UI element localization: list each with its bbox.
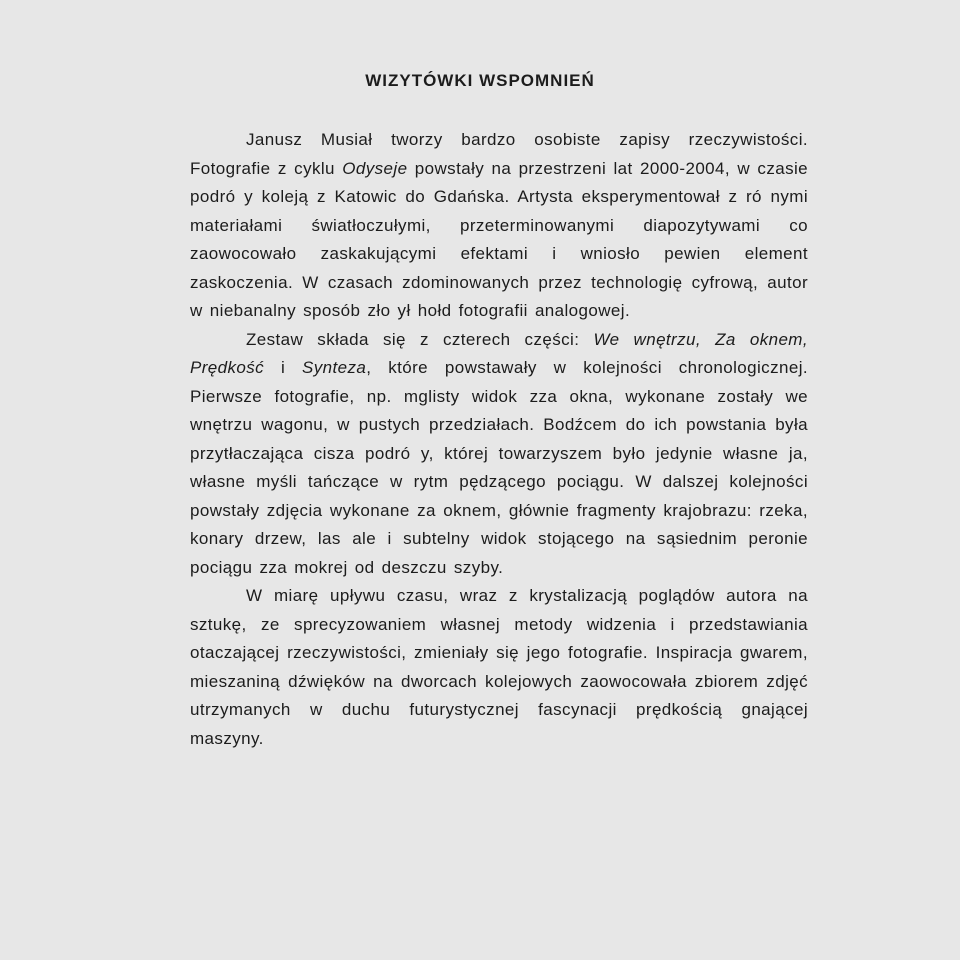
paragraph-2-segment: i [264,358,303,377]
paragraph-2-italic-segment: Synteza [302,358,367,377]
paragraph-2-italic-segment: We wnętrzu, Za oknem, Prędkość [190,329,808,377]
paragraph-2 [190,326,808,583]
paragraph-1-segment: Janusz Musiał tworzy bardzo osobiste zapisy rzeczywistości. Fotografie z cyklu [190,130,808,178]
body-text [190,126,808,753]
paragraph-1-segment: powstały na przestrzeni lat 2000-2004, w czasie podró y koleją z Katowic do Gdańska. Artysta eksperymentował z ró nymi materiałami światłoczułymi, przeterminowanymi diapozytywami co zaowocowało zaskakującymi efektami i wniosło pewien element zaskoczenia. W czasach zdominowanych przez technologię cyfrową, autor w niebanalny sposób zło ył hołd fotografii analogowej. [190,158,809,320]
page-title: WIZYTÓWKI WSPOMNIEŃ [365,71,595,90]
paragraph-2-segment: Zestaw składa się z czterech części: [246,329,594,349]
paragraph-3-segment: W miarę upływu czasu, wraz z krystalizacją poglądów autora na sztukę, ze sprecyzowaniem własnej metody widzenia i przedstawiania otaczającej rzeczywistości, zmieniały się jego fotografie. Inspiracja gwarem, mieszaniną dźwięków na dworcach kolejowych zaowocowała zbiorem zdjęć utrzymanych w duchu futurystycznej fascynacji prędkością gnającej maszyny. [190,586,808,748]
paragraph-1 [190,126,808,326]
paragraph-3 [190,582,808,753]
paragraph-2-segment: , które powstawały w kolejności chronologicznej. Pierwsze fotografie, np. mglisty widok zza okna, wykonane zostały we wnętrzu wagonu, w pustych przedziałach. Bodźcem do ich powstania była przytłaczająca cisza podró y, której towarzyszem było jedynie własne ja, własne myśli tańczące w rytm pędzącego pociągu. W dalszej kolejności powstały zdjęcia wykonane za oknem, głównie fragmenty krajobrazu: rzeka, konary drzew, las ale i subtelny widok stojącego na sąsiednim peronie pociągu zza mokrej od deszczu szyby. [190,358,808,577]
paragraph-1-italic-segment: Odyseje [342,158,408,178]
